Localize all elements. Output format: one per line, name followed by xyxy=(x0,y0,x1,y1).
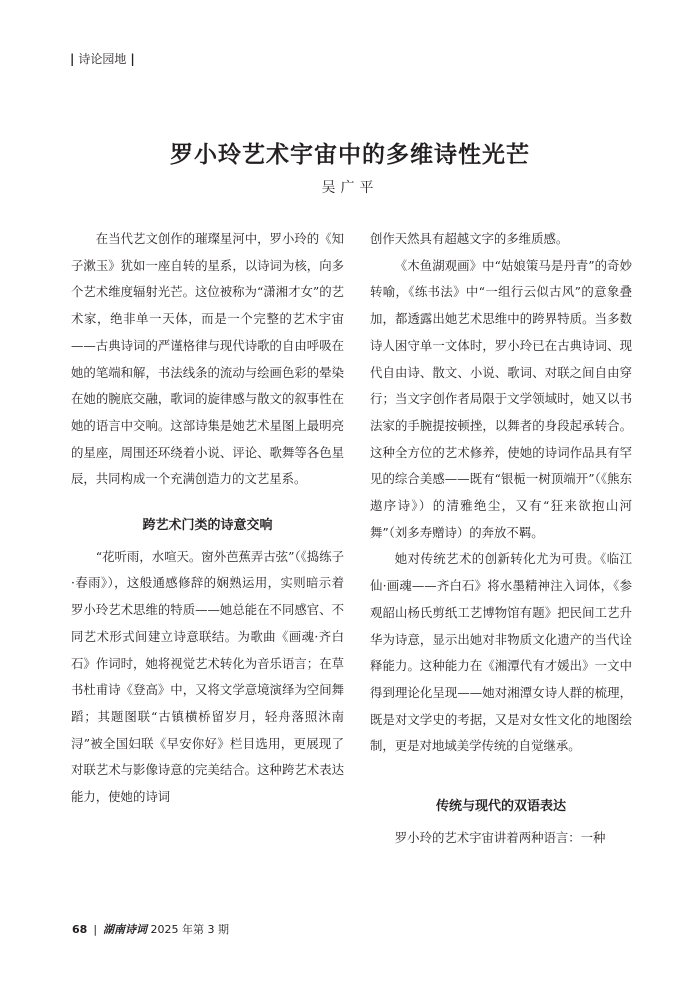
footer-separator: | xyxy=(93,923,98,936)
section-label-text: 诗论园地 xyxy=(78,52,127,66)
issue-label: 2025 年第 3 期 xyxy=(150,923,230,936)
page-footer xyxy=(72,921,229,937)
magazine-logo: 湖南诗词 xyxy=(103,923,148,936)
subheading-cross-art: 跨艺术门类的诗意交响 xyxy=(142,518,273,534)
section-bar-left: | xyxy=(70,52,75,66)
article-author: 吴广平 xyxy=(321,180,379,196)
section-bar-right: | xyxy=(130,52,135,66)
page-number: 68 xyxy=(72,923,88,936)
article-title: 罗小玲艺术宇宙中的多维诗性光芒 xyxy=(170,141,530,168)
continued-paragraph: 创作天然具有超越文字的多维质感。 xyxy=(370,231,569,246)
body-paragraph: 她对传统艺术的创新转化尤为可贵。《临江仙·画魂——齐白石》将水墨精神注入词体，《参观韶山杨氏剪纸工艺博物馆有题》把民间工艺升华为诗意，显示出她对非物质文化遗产的当代诠释能力。这种能力在《湘潭代有才媛出》一文中得到理论化呈现——她对湘潭女诗人群的梳理，既是对文学史的考据，又是对女性文化的地图绘制，更是对地域美学传统的自觉继承。 xyxy=(370,551,632,754)
body-paragraph: 《木鱼湖观画》中“姑娘策马是丹青”的奇妙转喻，《练书法》中“一组行云似古风”的意象叠加，都透露出她艺术思维中的跨界特质。当多数诗人困守单一文体时，罗小玲已在古典诗词、现代自由诗、散文、小说、歌词、对联之间自由穿行；当文字创作者局限于文学领域时，她又以书法家的手腕提按顿挫，以舞者的身段起承转合。这种全方位的艺术修养，使她的诗词作品具有罕见的综合美感——既有“银栀一树顶端开”（《熊东遨序诗》）的清雅绝尘，又有“狂来欲抱山河舞”（刘多寿赠诗）的奔放不羁。 xyxy=(370,257,632,540)
body-paragraph: 罗小玲的艺术宇宙讲着两种语言：一种 xyxy=(394,829,606,845)
intro-paragraph: 在当代艺文创作的璀璨星河中，罗小玲的《知子漱玉》犹如一座自转的星系，以诗词为核，向多个艺术维度辐射光芒。这位被称为“潇湘才女”的艺术家，绝非单一天体，而是一个完整的艺术宇宙——古典诗词的严谨格律与现代诗歌的自由呼吸在她的笔端和解，书法线条的流动与绘画色彩的晕染在她的腕底交融，歌词的旋律感与散文的叙事性在她的语言中交响。这部诗集是她艺术星图上最明亮的星座，周围还环绕着小说、评论、歌舞等各色星辰，共同构成一个充满创造力的文艺星系。 xyxy=(71,231,344,487)
subheading-tradition-modern: 传统与现代的双语表达 xyxy=(435,799,566,815)
body-paragraph: “花听雨，水喧天。窗外芭蕉弄古弦”（《捣练子·春雨》），这般通感修辞的娴熟运用，实则暗示着罗小玲艺术思维的特质——她总能在不同感官、不同艺术形式间建立诗意联结。为歌曲《画魂·齐白石》作词时，她将视觉艺术转化为音乐语言；在草书杜甫诗《登高》中，又将文学意境演绎为空间舞蹈；其题图联“古镇横桥留岁月，轻舟落照沐南浔”被全国妇联《早安你好》栏目选用，更展现了对联艺术与影像诗意的完美结合。这种跨艺术表达能力，使她的诗词 xyxy=(71,548,344,805)
section-label xyxy=(70,50,135,67)
right-column xyxy=(370,226,632,851)
left-column xyxy=(71,226,344,811)
